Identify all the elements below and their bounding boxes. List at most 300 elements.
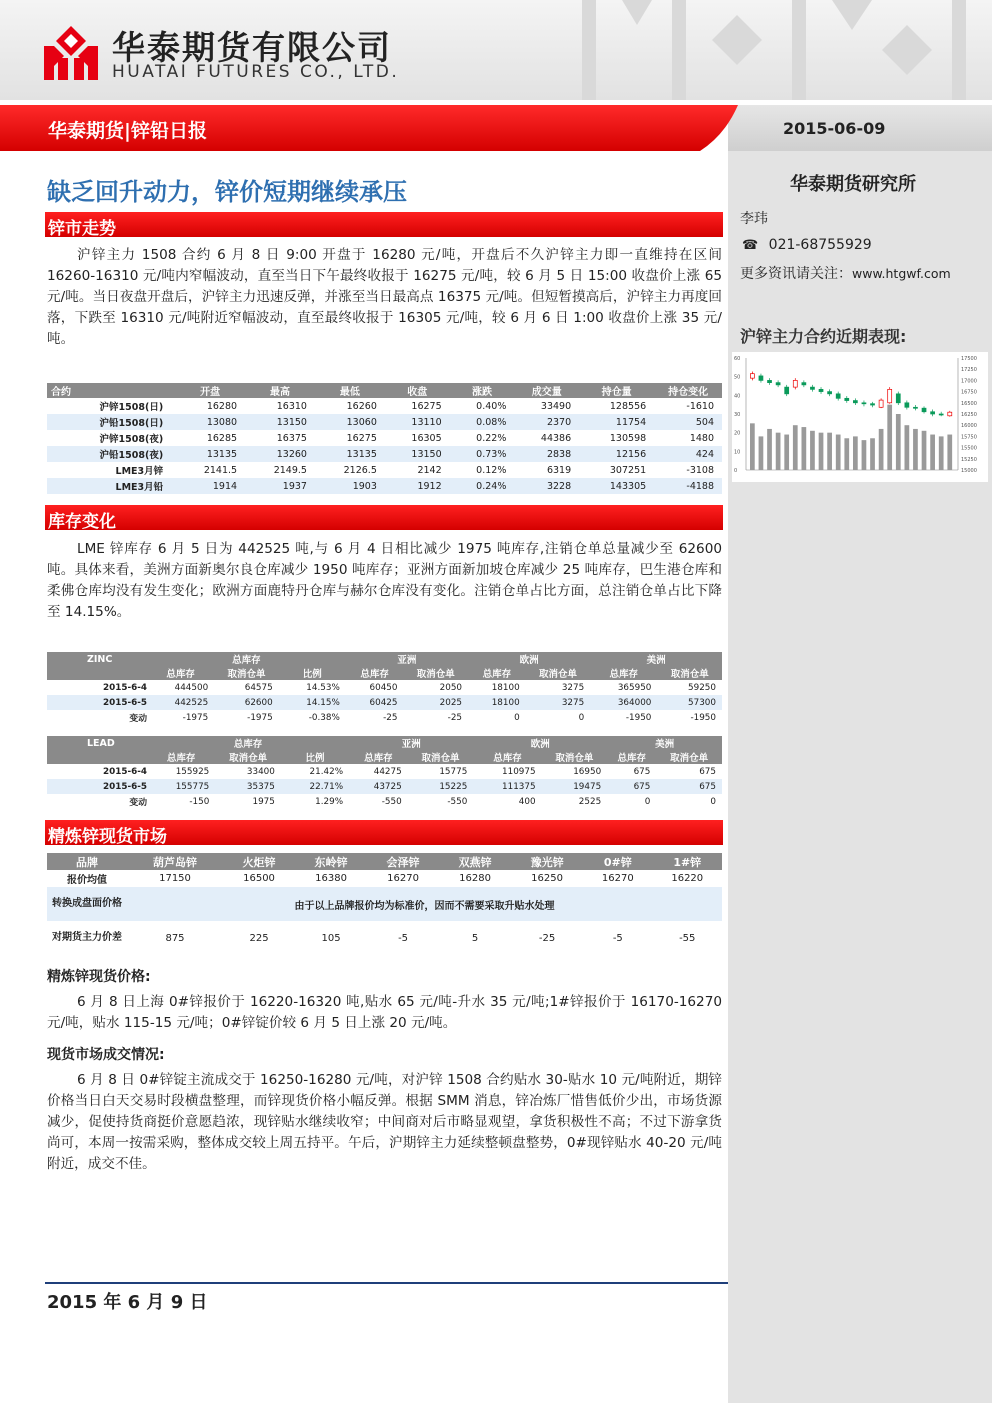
- report-title: 华泰期货|锌铅日报: [48, 120, 207, 142]
- futures-cell: 13110: [411, 416, 442, 428]
- candle-body: [793, 380, 797, 387]
- futures-cell: -1610: [686, 400, 714, 412]
- candle-body: [931, 412, 935, 414]
- volume-bar: [870, 438, 875, 470]
- futures-cell: 424: [695, 448, 714, 460]
- candle-body: [871, 404, 875, 405]
- contract-name: 沪锌1508(日): [99, 402, 164, 413]
- page-header: [0, 0, 992, 100]
- candle-body: [853, 401, 857, 403]
- convert-label: 转换成盘面价格: [52, 898, 122, 909]
- volume-bar: [827, 433, 832, 470]
- inventory-row: [47, 779, 722, 794]
- inventory-cell: 60450: [369, 682, 398, 693]
- inventory-cell: 62600: [244, 697, 273, 708]
- phone-number: 021-68755929: [768, 237, 872, 253]
- inventory-subheader: 取消仓单: [227, 669, 266, 680]
- more-info-row: [740, 263, 951, 283]
- spot-col-header: 火炬锌: [242, 855, 276, 869]
- inventory-paragraph: LME 锌库存 6 月 5 日为 442525 吨,与 6 月 4 日相比减少 1975 吨库存,注销仓单总量减少至 62600 吨。具体来看，美洲方面新奥尔良仓库减少 1950 吨库存；亚洲方面新加坡仓库减少 25 吨库存，巴生港仓库和柔佛仓库均没有发生变化；欧洲方面鹿特丹仓库与赫尔仓库没有变化。注销仓单占比方面，总注销仓单占比下降至 14.15%。: [47, 541, 722, 620]
- more-info-label: 更多资讯请关注：: [740, 266, 852, 282]
- inventory-subheader: 总库存: [482, 669, 512, 680]
- inventory-cell: 444500: [174, 682, 209, 693]
- futures-cell: 16260: [346, 400, 377, 412]
- candle-body: [810, 387, 814, 389]
- phone-icon: ☎: [742, 238, 759, 253]
- futures-cell: 16310: [276, 400, 307, 412]
- contract-name: 沪锌1508(夜): [99, 434, 164, 445]
- inventory-cell: 44275: [373, 766, 402, 777]
- chart-left-tick-label: 10: [734, 449, 741, 456]
- candle-body: [819, 389, 823, 391]
- inventory-group-row: [47, 736, 722, 750]
- chart-left-tick-label: 30: [734, 412, 741, 418]
- inventory-row: [47, 794, 722, 809]
- spot-col-header: 品牌: [76, 855, 98, 869]
- chart-right-tick-label: 16000: [961, 423, 977, 430]
- candle-body: [862, 403, 866, 404]
- inventory-cell: 15775: [439, 766, 468, 777]
- contract-name: 沪铅1508(夜): [99, 450, 164, 461]
- candle-body: [836, 394, 840, 398]
- volume-bar: [922, 431, 927, 470]
- spot-trade-subhead: 现货市场成交情况:: [47, 1047, 165, 1063]
- futures-cell: 0.24%: [476, 480, 507, 492]
- inventory-cell: 0: [644, 796, 651, 807]
- chart-left-tick-label: 60: [734, 356, 741, 362]
- futures-cell: 1480: [689, 432, 714, 444]
- spot-spread-cell: -25: [538, 932, 556, 944]
- volume-bar: [853, 436, 858, 470]
- inventory-cell: 675: [633, 766, 651, 777]
- inventory-cell: 21.42%: [309, 766, 344, 777]
- metal-label: LEAD: [87, 737, 115, 749]
- spot-spread-cell: 5: [471, 932, 479, 944]
- futures-cell: 2142: [417, 464, 442, 476]
- inventory-group-header: 总库存: [232, 655, 261, 666]
- futures-col-header: 涨跌: [472, 387, 492, 398]
- inventory-cell: 365950: [617, 682, 652, 693]
- inventory-subheader: 取消仓单: [538, 669, 577, 680]
- spot-convert-row: [47, 887, 722, 921]
- inventory-group-header: 总库存: [233, 739, 263, 750]
- futures-cell: 0.22%: [476, 432, 507, 444]
- inventory-cell: 2025: [439, 697, 463, 708]
- spread-label: 对期货主力价差: [52, 932, 122, 943]
- futures-cell: 0.12%: [476, 464, 507, 476]
- futures-cell: 143305: [609, 480, 647, 492]
- futures-col-header: 持仓量: [601, 387, 632, 398]
- futures-cell: 128556: [609, 400, 647, 412]
- inventory-subheader: 取消仓单: [670, 669, 709, 680]
- website-link[interactable]: www.htgwf.com: [852, 266, 951, 281]
- volume-bar: [905, 425, 910, 470]
- candle-body: [905, 403, 909, 407]
- contract-name: 沪铅1508(日): [99, 418, 164, 429]
- spot-price-subhead: 精炼锌现货价格:: [47, 969, 151, 985]
- inventory-cell: 0: [514, 712, 520, 723]
- inventory-subheader: 总库存: [617, 753, 647, 764]
- contract-name: LME3月锌: [115, 466, 164, 477]
- section-bar-market: [45, 212, 723, 237]
- spot-price-cell: 16270: [387, 873, 419, 884]
- chart-right-tick-label: 17250: [961, 367, 977, 374]
- futures-cell: -3108: [686, 464, 714, 476]
- inventory-cell: 442525: [174, 697, 209, 708]
- spot-header-row: [47, 853, 722, 870]
- inventory-row-label: 2015-6-5: [102, 697, 147, 708]
- futures-cell: 13080: [206, 416, 238, 428]
- inventory-group-header: 美洲: [646, 655, 666, 666]
- spot-price-cell: 16280: [459, 873, 491, 884]
- research-institute: 华泰期货研究所: [790, 174, 916, 195]
- spot-col-header: 会泽锌: [386, 855, 420, 869]
- volume-bar: [750, 423, 755, 470]
- futures-cell: 13135: [206, 448, 238, 460]
- inventory-cell: 18100: [491, 682, 520, 693]
- futures-cell: 1903: [352, 480, 377, 492]
- inventory-cell: 33400: [246, 766, 275, 777]
- futures-cell: 504: [695, 416, 714, 428]
- inventory-cell: -550: [447, 796, 468, 807]
- spot-price-paragraph: 6 月 8 日上海 0#锌报价于 16220-16320 吨,贴水 65 元/吨-升水 35 元/吨;1#锌报价于 16170-16270 元/吨，贴水 115-15 元/吨；0#锌锭价较 6 月 5 日上涨 20 元/吨。: [47, 994, 722, 1031]
- inventory-cell: -25: [383, 712, 398, 723]
- inventory-blank-header: [47, 666, 147, 680]
- spot-col-header: 1#锌: [673, 855, 702, 869]
- section-title-market: 锌市走势: [48, 219, 116, 239]
- spot-spread-row: [47, 921, 722, 955]
- inventory-cell: 19475: [573, 781, 602, 792]
- candle-body: [896, 394, 900, 403]
- inventory-subheader: 取消仓单: [421, 753, 460, 764]
- futures-cell: 16280: [206, 400, 238, 412]
- inventory-cell: 22.71%: [309, 781, 344, 792]
- spot-spread-cell: -5: [612, 932, 623, 944]
- spot-col-header: 东岭锌: [314, 855, 348, 869]
- candle-body: [913, 407, 917, 408]
- futures-cell: 2370: [546, 416, 572, 428]
- inventory-cell: 675: [633, 781, 651, 792]
- futures-cell: 6319: [546, 464, 572, 476]
- volume-bar: [836, 435, 841, 470]
- volume-bar: [784, 435, 789, 470]
- candle-body: [802, 383, 806, 385]
- futures-cell: 2149.5: [273, 464, 307, 476]
- futures-cell: 13060: [346, 416, 377, 428]
- spot-price-cell: 16220: [671, 873, 704, 884]
- futures-col-header: 合约: [51, 387, 71, 398]
- futures-col-header: 收盘: [407, 387, 428, 398]
- inventory-table-zinc: [47, 652, 722, 725]
- inventory-cell: 35375: [246, 781, 275, 792]
- inventory-group-header: 美洲: [655, 739, 675, 750]
- inventory-group-header: 亚洲: [397, 655, 417, 666]
- footer-divider: [45, 1282, 728, 1284]
- futures-col-header: 最低: [339, 387, 360, 398]
- report-date: 2015-06-09: [783, 119, 886, 138]
- futures-cell: 11754: [615, 416, 647, 428]
- candle-body: [879, 400, 883, 407]
- volume-bar: [947, 435, 952, 470]
- inventory-row-label: 变动: [129, 798, 147, 808]
- futures-cell: 16275: [346, 432, 377, 444]
- analyst-name: 李玮: [740, 211, 768, 227]
- section-title-inventory: 库存变化: [48, 512, 116, 532]
- inventory-row-label: 2015-6-4: [102, 682, 147, 693]
- inventory-cell: 3275: [561, 682, 585, 693]
- chart-title: 沪锌主力合约近期表现:: [740, 327, 907, 346]
- volume-bar: [767, 429, 772, 470]
- inventory-cell: 60425: [369, 697, 398, 708]
- inventory-cell: 0: [710, 796, 716, 807]
- inventory-cell: 3275: [561, 697, 585, 708]
- inventory-cell: -25: [447, 712, 463, 723]
- inventory-cell: 1.29%: [315, 796, 344, 807]
- inventory-cell: 14.53%: [306, 682, 340, 693]
- chart-left-tick-label: 20: [734, 430, 741, 437]
- inventory-row-label: 变动: [129, 714, 147, 724]
- spot-spread-cell: 225: [249, 932, 269, 944]
- inventory-cell: -1975: [182, 712, 209, 723]
- candle-body: [768, 380, 772, 382]
- inventory-cell: 59250: [688, 682, 716, 693]
- chart-right-tick-label: 16750: [961, 389, 977, 396]
- section-title-spot: 精炼锌现货市场: [48, 827, 167, 847]
- inventory-cell: 2050: [439, 682, 463, 693]
- futures-cell: 307251: [609, 464, 647, 476]
- chart-right-tick-label: 15500: [961, 445, 977, 452]
- inventory-cell: 16950: [573, 766, 602, 777]
- inventory-subheader: 取消仓单: [670, 753, 709, 764]
- phone-row: [742, 237, 872, 253]
- inventory-cell: -150: [189, 796, 210, 807]
- contract-name: LME3月铅: [115, 482, 164, 493]
- inventory-subheader-row: [47, 666, 722, 680]
- inventory-subheader-row: [47, 750, 722, 764]
- candle-body: [828, 392, 832, 394]
- futures-cell: 16375: [276, 432, 307, 444]
- inventory-subheader: 总库存: [166, 753, 196, 764]
- futures-cell: 1914: [212, 480, 238, 492]
- spot-trade-paragraph: 6 月 8 日 0#锌锭主流成交于 16250-16280 元/吨，对沪锌 1508 合约贴水 30-贴水 10 元/吨附近，期锌价格当日白天交易时段横盘整理，而锌现货价格小幅反弹。根据 SMM 消息，锌冶炼厂惜售低价少出，市场货源减少，促使持货商挺价意愿趋浓，现锌贴水继续收窄；中间商对后市略显观望，拿货积极性不高；不过下游拿货尚可，本周一按需采购，整体成交较上周五持平。午后，沪期锌主力延续整顿盘整势，0#现锌贴水 40-20 元/吨附近，成交不佳。: [47, 1072, 722, 1172]
- futures-cell: -4188: [686, 480, 714, 492]
- volume-bar: [759, 436, 764, 470]
- futures-row: [47, 478, 722, 494]
- candle-body: [785, 387, 789, 394]
- convert-note: 由于以上品牌报价均为标准价，因而不需要采取升贴水处理: [294, 900, 555, 912]
- inventory-subheader: 取消仓单: [229, 753, 268, 764]
- inventory-subheader: 总库存: [609, 669, 639, 680]
- candle-body: [888, 389, 892, 402]
- metal-label: ZINC: [87, 653, 113, 665]
- volume-bar: [887, 405, 892, 470]
- chart-right-tick-label: 15000: [961, 468, 977, 474]
- inventory-row: [47, 764, 722, 779]
- spot-col-header: 0#锌: [603, 855, 632, 869]
- volume-bar: [879, 429, 884, 470]
- candle-body: [948, 412, 952, 416]
- futures-cell: 33490: [540, 400, 572, 412]
- futures-cell: 1912: [417, 480, 442, 492]
- futures-row: [47, 446, 722, 462]
- inventory-group-header: 欧洲: [530, 739, 550, 750]
- main-title: 缺乏回升动力，锌价短期继续承压: [47, 178, 407, 206]
- inventory-row-label: 2015-6-5: [102, 781, 147, 792]
- futures-col-header: 开盘: [200, 387, 221, 398]
- futures-row: [47, 430, 722, 446]
- chart-left-tick-label: 40: [734, 393, 741, 400]
- inventory-cell: 675: [699, 766, 716, 777]
- inventory-cell: 18100: [491, 697, 520, 708]
- inventory-subheader: 总库存: [493, 753, 522, 764]
- futures-cell: 13150: [276, 416, 307, 428]
- inventory-subheader: 比例: [302, 669, 322, 680]
- inventory-cell: 43725: [373, 781, 402, 792]
- spot-price-cell: 16500: [243, 873, 275, 884]
- inventory-cell: 364000: [617, 697, 652, 708]
- futures-cell: 44386: [540, 432, 572, 444]
- chart-right-tick-label: 17500: [961, 356, 977, 362]
- futures-cell: 16305: [411, 432, 442, 444]
- section-bar-inventory: [45, 505, 723, 530]
- spot-col-header: 双燕锌: [458, 855, 492, 869]
- inventory-group-row: [47, 652, 722, 666]
- spot-price-cell: 16270: [601, 873, 634, 884]
- inventory-row: [47, 710, 722, 725]
- inventory-blank-header: [47, 750, 147, 764]
- volume-bar: [896, 414, 901, 470]
- futures-cell: 2141.5: [203, 464, 238, 476]
- futures-row: [47, 398, 722, 414]
- inventory-cell: 155775: [175, 781, 210, 792]
- spot-price-cell: 16380: [315, 873, 347, 884]
- chart-left-tick-label: 50: [734, 374, 741, 381]
- candle-body: [759, 376, 763, 380]
- inventory-subheader: 取消仓单: [555, 753, 594, 764]
- spot-price-row: [47, 870, 722, 887]
- spot-spread-cell: 875: [165, 932, 185, 944]
- inventory-cell: -1950: [690, 712, 716, 723]
- footer-date: 2015 年 6 月 9 日: [47, 1292, 208, 1313]
- futures-cell: 13260: [276, 448, 307, 460]
- chart-right-tick-label: 17000: [961, 378, 977, 385]
- inventory-group-header: 亚洲: [401, 739, 421, 750]
- volume-bar: [913, 429, 918, 470]
- spot-spread-cell: 105: [321, 932, 341, 944]
- futures-cell: 0.40%: [476, 400, 507, 412]
- inventory-subheader: 比例: [305, 753, 325, 764]
- futures-cell: 2838: [546, 448, 572, 460]
- inventory-subheader: 总库存: [166, 669, 195, 680]
- inventory-cell: 155925: [175, 766, 210, 777]
- inventory-cell: -1950: [625, 712, 652, 723]
- futures-cell: 16285: [206, 432, 238, 444]
- volume-bar: [930, 435, 935, 470]
- header-decoration: [562, 0, 992, 100]
- futures-cell: 3228: [546, 480, 572, 492]
- volume-bar: [802, 427, 807, 470]
- volume-bar: [862, 440, 867, 470]
- inventory-subheader: 总库存: [360, 669, 389, 680]
- spot-col-header: 豫光锌: [530, 855, 564, 869]
- futures-header-row: [47, 383, 722, 398]
- chart-right-tick-label: 15750: [961, 434, 977, 441]
- futures-cell: 130598: [609, 432, 647, 444]
- spot-price-table: [47, 853, 722, 955]
- chart-right-tick-label: 15250: [961, 456, 977, 463]
- inventory-cell: 111375: [502, 781, 536, 792]
- spot-col-header: 葫芦岛锌: [153, 855, 197, 869]
- futures-cell: 2126.5: [343, 464, 377, 476]
- candle-body: [776, 383, 780, 385]
- inventory-cell: 400: [518, 796, 536, 807]
- inventory-cell: 1975: [252, 796, 275, 807]
- inventory-table-lead: [47, 736, 722, 809]
- inventory-cell: 57300: [688, 697, 716, 708]
- futures-cell: 13150: [411, 448, 442, 460]
- inventory-row: [47, 680, 722, 695]
- volume-bar: [844, 438, 849, 470]
- volume-bar: [793, 425, 798, 470]
- candle-body: [939, 414, 943, 415]
- candle-body: [750, 374, 754, 378]
- company-name-en: HUATAI FUTURES CO., LTD.: [112, 62, 400, 82]
- futures-row: [47, 462, 722, 478]
- inventory-cell: 14.15%: [306, 697, 340, 708]
- inventory-cell: 675: [699, 781, 716, 792]
- volume-bar: [819, 433, 824, 470]
- chart-right-tick-label: 16250: [961, 412, 977, 418]
- inventory-cell: -1975: [247, 712, 273, 723]
- futures-table: [47, 383, 722, 494]
- inventory-cell: 64575: [244, 682, 273, 693]
- volume-bar: [939, 436, 944, 470]
- futures-row: [47, 414, 722, 430]
- futures-cell: 13135: [346, 448, 377, 460]
- company-name-cn: 华泰期货有限公司: [112, 28, 392, 67]
- volume-bar: [810, 431, 815, 470]
- futures-col-header: 最高: [270, 387, 291, 398]
- chart-right-tick-label: 16500: [961, 400, 977, 407]
- inventory-row: [47, 695, 722, 710]
- spot-spread-cell: -55: [679, 932, 696, 944]
- inventory-cell: -0.38%: [308, 712, 340, 723]
- spot-spread-cell: -5: [398, 932, 409, 944]
- inventory-row-label: 2015-6-4: [102, 766, 147, 777]
- futures-cell: 0.08%: [476, 416, 507, 428]
- market-paragraph: 沪锌主力 1508 合约 6 月 8 日 9:00 开盘于 16280 元/吨，开盘后不久沪锌主力即一直维持在区间 16260-16310 元/吨内窄幅波动，直至当日下午最终收报于 16275 元/吨，较 6 月 5 日 15:00 收盘价上涨 65 元/吨。当日夜盘开盘后，沪锌主力迅速反弹，并涨至当日最高点 16375 元/吨。但短暂摸高后，沪锌主力再度回落，下跌至 16310 元/吨附近窄幅波动，直至最终收报于 16305 元/吨，较 6 月 6 日 1:00 收盘价上涨 35 元/吨。: [47, 247, 722, 347]
- candle-body: [922, 408, 926, 412]
- volume-bar: [776, 433, 781, 470]
- inventory-cell: 2525: [578, 796, 602, 807]
- futures-cell: 12156: [615, 448, 647, 460]
- futures-col-header: 成交量: [531, 387, 562, 398]
- candle-body: [845, 398, 849, 400]
- inventory-cell: -550: [381, 796, 402, 807]
- inventory-subheader: 总库存: [364, 753, 393, 764]
- inventory-cell: 110975: [502, 766, 536, 777]
- inventory-cell: 15225: [439, 781, 468, 792]
- inventory-group-header: 欧洲: [519, 655, 539, 666]
- inventory-subheader: 取消仓单: [416, 669, 455, 680]
- spot-price-cell: 16250: [531, 873, 563, 884]
- huatai-logo-icon: [42, 24, 100, 82]
- futures-cell: 1937: [282, 480, 307, 492]
- zinc-candlestick-chart: [732, 352, 988, 482]
- spot-price-cell: 17150: [159, 873, 191, 884]
- futures-cell: 16275: [411, 400, 442, 412]
- price-label: 报价均值: [67, 875, 107, 886]
